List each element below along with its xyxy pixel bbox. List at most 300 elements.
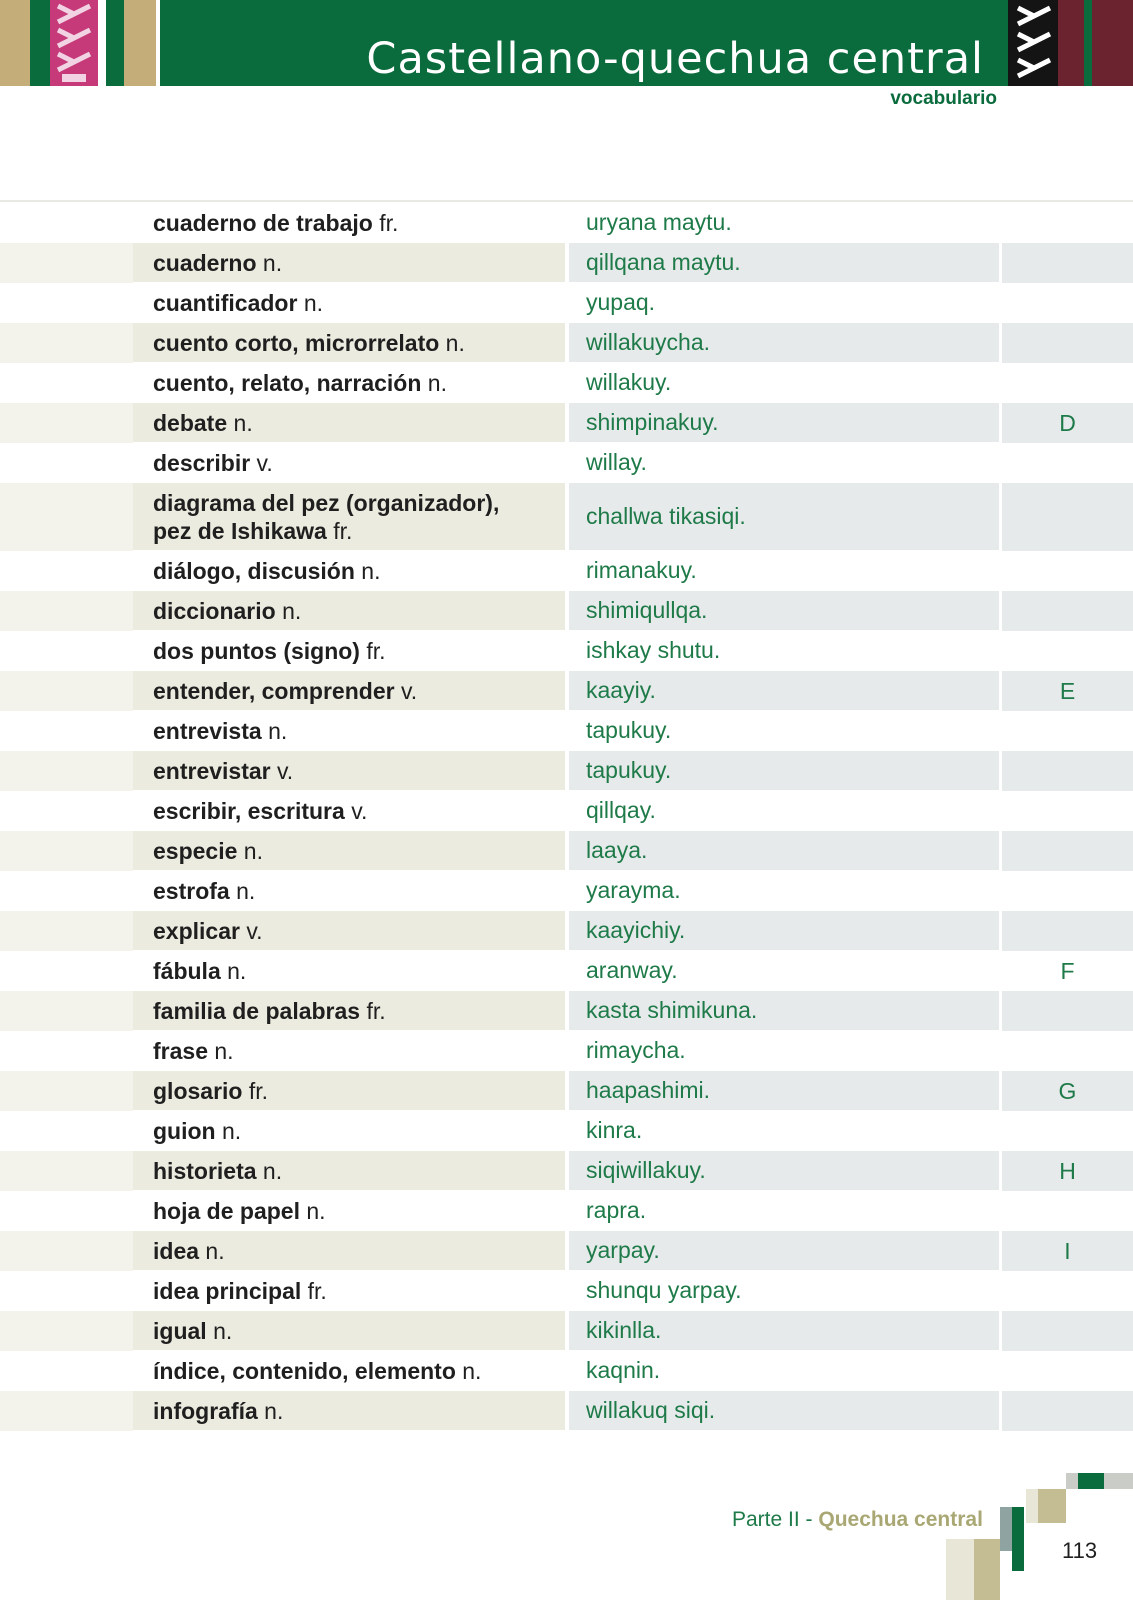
translation-cell — [569, 911, 999, 951]
translation-cell — [569, 203, 999, 243]
translation-cell — [569, 1031, 999, 1071]
spanish-term — [153, 1237, 225, 1265]
term-word: fábula — [153, 957, 221, 984]
row-margin — [0, 1351, 133, 1391]
term-cell — [133, 1231, 565, 1271]
quechua-translation: willakuq siqi. — [586, 1397, 716, 1423]
stripe-tan — [0, 0, 30, 86]
quechua-translation: rimaycha. — [586, 1037, 686, 1063]
row-margin — [0, 591, 133, 631]
term-cell — [133, 1311, 565, 1351]
stripe-green-2 — [106, 0, 124, 86]
term-cell — [133, 711, 565, 751]
quechua-translation: siqiwillakuy. — [586, 1157, 706, 1183]
translation-cell — [569, 1071, 999, 1111]
term-word: hoja de papel — [153, 1197, 300, 1224]
spanish-term — [153, 637, 386, 665]
term-cell — [133, 1391, 565, 1431]
index-letter: F — [1060, 957, 1075, 984]
table-row — [0, 203, 1133, 243]
term-word: cuento, relato, narración — [153, 369, 422, 396]
table-row — [0, 1031, 1133, 1071]
table-row — [0, 1311, 1133, 1351]
quechua-translation: kinra. — [586, 1117, 643, 1143]
table-row — [0, 871, 1133, 911]
row-margin — [0, 991, 133, 1031]
index-letter-cell — [1002, 203, 1133, 243]
part-of-speech: n. — [205, 1237, 225, 1264]
row-margin — [0, 1191, 133, 1231]
row-margin — [0, 1271, 133, 1311]
stripe-green — [30, 0, 50, 86]
translation-cell — [569, 403, 999, 443]
row-margin — [0, 911, 133, 951]
row-margin — [0, 831, 133, 871]
index-letter: G — [1058, 1077, 1077, 1104]
index-letter-cell — [1002, 1391, 1133, 1431]
spanish-term — [153, 369, 447, 397]
footer-square — [1066, 1473, 1078, 1489]
part-of-speech: n. — [268, 717, 288, 744]
table-row — [0, 1151, 1133, 1191]
spanish-term — [153, 1397, 283, 1425]
spanish-term — [153, 1157, 282, 1185]
term-word: entrevista — [153, 717, 262, 744]
index-letter-cell — [1002, 483, 1133, 551]
header-banner — [160, 0, 1008, 86]
table-row — [0, 591, 1133, 631]
footer-square — [1078, 1473, 1104, 1489]
spanish-term — [153, 917, 263, 945]
part-of-speech: n. — [233, 409, 253, 436]
stripe-white — [98, 0, 106, 86]
spanish-term — [153, 717, 287, 745]
spanish-term — [153, 1197, 326, 1225]
index-letter: I — [1064, 1237, 1071, 1264]
index-letter-cell — [1002, 871, 1133, 911]
translation-cell — [569, 1391, 999, 1431]
spanish-term — [153, 289, 323, 317]
term-word: cuento corto, microrrelato — [153, 329, 440, 356]
translation-cell — [569, 591, 999, 631]
term-cell — [133, 991, 565, 1031]
table-row — [0, 1071, 1133, 1111]
term-cell — [133, 1071, 565, 1111]
translation-cell — [569, 1231, 999, 1271]
index-letter-cell — [1002, 363, 1133, 403]
quechua-translation: kasta shimikuna. — [586, 997, 758, 1023]
term-cell — [133, 551, 565, 591]
part-of-speech: v. — [246, 917, 263, 944]
quechua-translation: yarayma. — [586, 877, 681, 903]
translation-cell — [569, 711, 999, 751]
quechua-translation: qillqana maytu. — [586, 249, 741, 275]
quechua-translation: haapashimi. — [586, 1077, 711, 1103]
quechua-translation: yarpay. — [586, 1237, 660, 1263]
index-letter-cell — [1002, 911, 1133, 951]
row-margin — [0, 751, 133, 791]
index-letter-cell — [1002, 991, 1133, 1031]
quechua-translation: yupaq. — [586, 289, 656, 315]
index-letter-cell — [1002, 1191, 1133, 1231]
spanish-term — [153, 1317, 232, 1345]
table-row — [0, 243, 1133, 283]
row-margin — [0, 871, 133, 911]
translation-cell — [569, 283, 999, 323]
translation-cell — [569, 243, 999, 283]
index-letter-cell — [1002, 1111, 1133, 1151]
translation-cell — [569, 751, 999, 791]
translation-cell — [569, 323, 999, 363]
table-row — [0, 911, 1133, 951]
row-margin — [0, 791, 133, 831]
part-of-speech: v. — [277, 757, 294, 784]
quechua-translation: willay. — [586, 449, 647, 475]
quechua-translation: kaayiy. — [586, 677, 656, 703]
term-cell — [133, 591, 565, 631]
term-word: diccionario — [153, 597, 276, 624]
term-word: escribir, escritura — [153, 797, 345, 824]
spanish-term — [153, 449, 273, 477]
spanish-term — [153, 1117, 241, 1145]
part-of-speech: n. — [282, 597, 302, 624]
term-word: índice, contenido, elemento — [153, 1357, 456, 1384]
translation-cell — [569, 671, 999, 711]
term-word: especie — [153, 837, 238, 864]
table-row — [0, 1191, 1133, 1231]
index-letter-cell — [1002, 1031, 1133, 1071]
term-cell — [133, 323, 565, 363]
translation-cell — [569, 831, 999, 871]
footer-part-prefix: Parte II - — [732, 1508, 819, 1531]
table-row — [0, 363, 1133, 403]
quechua-translation: aranway. — [586, 957, 678, 983]
quechua-translation: tapukuy. — [586, 757, 672, 783]
quechua-translation: laaya. — [586, 837, 648, 863]
part-of-speech: fr. — [248, 1077, 269, 1104]
table-row — [0, 1111, 1133, 1151]
spanish-term — [153, 797, 367, 825]
quechua-translation: shimpinakuy. — [586, 409, 719, 435]
table-row — [0, 403, 1133, 443]
row-margin — [0, 443, 133, 483]
term-word: igual — [153, 1317, 207, 1344]
term-cell — [133, 403, 565, 443]
row-margin — [0, 363, 133, 403]
part-of-speech: fr. — [366, 997, 386, 1024]
translation-cell — [569, 1151, 999, 1191]
part-of-speech: n. — [213, 1317, 233, 1344]
spanish-term — [153, 489, 499, 545]
footer-part-label — [732, 1508, 983, 1532]
term-word: familia de palabras — [153, 997, 361, 1024]
translation-cell — [569, 631, 999, 671]
part-of-speech: n. — [262, 1157, 283, 1184]
part-of-speech: fr. — [379, 209, 399, 236]
term-cell — [133, 751, 565, 791]
weave-pattern-icon — [50, 0, 98, 86]
row-margin — [0, 711, 133, 751]
term-cell — [133, 243, 565, 283]
part-of-speech: v. — [256, 449, 273, 476]
term-cell — [133, 831, 565, 871]
index-letter-cell — [1002, 951, 1133, 991]
index-letter-cell — [1002, 443, 1133, 483]
translation-cell — [569, 991, 999, 1031]
table-row — [0, 551, 1133, 591]
row-margin — [0, 1151, 133, 1191]
quechua-translation: uryana maytu. — [586, 209, 732, 235]
part-of-speech: n. — [462, 1357, 482, 1384]
translation-cell — [569, 483, 999, 551]
spanish-term — [153, 877, 255, 905]
quechua-translation: willakuy. — [586, 369, 672, 395]
term-word: cuaderno de trabajo — [153, 209, 373, 236]
term-cell — [133, 483, 565, 551]
index-letter-cell — [1002, 1271, 1133, 1311]
table-row — [0, 711, 1133, 751]
row-margin — [0, 323, 133, 363]
spanish-term — [153, 329, 465, 357]
translation-cell — [569, 1191, 999, 1231]
row-margin — [0, 671, 133, 711]
footer-part-name: Quechua central — [818, 1508, 983, 1531]
index-letter-cell — [1002, 323, 1133, 363]
index-letter-cell — [1002, 1311, 1133, 1351]
row-margin — [0, 551, 133, 591]
index-letter: E — [1059, 677, 1076, 704]
row-margin — [0, 1231, 133, 1271]
spanish-term — [153, 1077, 268, 1105]
term-word: entender, comprender — [153, 677, 395, 704]
index-letter: H — [1059, 1157, 1076, 1184]
index-letter-cell — [1002, 751, 1133, 791]
part-of-speech: n. — [306, 1197, 326, 1224]
term-word: cuaderno — [153, 249, 257, 276]
spanish-term — [153, 209, 398, 237]
term-cell — [133, 1031, 565, 1071]
term-cell — [133, 203, 565, 243]
term-cell — [133, 283, 565, 323]
index-letter-cell — [1002, 551, 1133, 591]
quechua-translation: willakuycha. — [586, 329, 710, 355]
row-margin — [0, 483, 133, 551]
footer-square — [974, 1539, 1000, 1600]
term-word: dos puntos (signo) — [153, 637, 360, 664]
spanish-term — [153, 677, 417, 705]
footer-square — [1012, 1507, 1024, 1571]
translation-cell — [569, 1111, 999, 1151]
footer-square — [946, 1539, 974, 1600]
table-row — [0, 831, 1133, 871]
index-letter-cell — [1002, 671, 1133, 711]
term-word: glosario — [153, 1077, 243, 1104]
index-letter-cell — [1002, 831, 1133, 871]
translation-cell — [569, 363, 999, 403]
term-cell — [133, 671, 565, 711]
spanish-term — [153, 409, 253, 437]
term-word: idea principal — [153, 1277, 302, 1304]
row-margin — [0, 951, 133, 991]
table-row — [0, 483, 1133, 551]
table-row — [0, 951, 1133, 991]
index-letter-cell — [1002, 283, 1133, 323]
index-letter-cell — [1002, 403, 1133, 443]
part-of-speech: n. — [303, 289, 323, 316]
part-of-speech: n. — [262, 249, 283, 276]
row-margin — [0, 1391, 133, 1431]
translation-cell — [569, 1351, 999, 1391]
part-of-speech: n. — [427, 369, 447, 396]
term-cell — [133, 951, 565, 991]
term-word: cuantificador — [153, 289, 298, 316]
translation-cell — [569, 791, 999, 831]
vocabulary-table — [0, 203, 1133, 1431]
term-cell — [133, 871, 565, 911]
table-row — [0, 1231, 1133, 1271]
quechua-translation: shunqu yarpay. — [586, 1277, 742, 1303]
table-row — [0, 323, 1133, 363]
row-margin — [0, 203, 133, 243]
term-word: frase — [153, 1037, 208, 1064]
term-cell — [133, 443, 565, 483]
term-word-line2: pez de Ishikawa — [153, 517, 327, 544]
term-word: entrevistar — [153, 757, 271, 784]
term-word: infografía — [153, 1397, 258, 1424]
stripe-green-3 — [1084, 0, 1092, 86]
part-of-speech: n. — [236, 877, 256, 904]
header-title: Castellano-quechua central — [366, 34, 984, 84]
table-row — [0, 631, 1133, 671]
spanish-term — [153, 557, 380, 585]
quechua-translation: rimanakuy. — [586, 557, 697, 583]
index-letter-cell — [1002, 1151, 1133, 1191]
index-letter-cell — [1002, 711, 1133, 751]
translation-cell — [569, 1311, 999, 1351]
part-of-speech: v. — [400, 677, 418, 704]
footer-square — [1104, 1473, 1133, 1489]
table-row — [0, 991, 1133, 1031]
term-word: diálogo, discusión — [153, 557, 355, 584]
part-of-speech: fr. — [307, 1277, 327, 1304]
translation-cell — [569, 1271, 999, 1311]
part-of-speech: n. — [445, 329, 465, 356]
table-row — [0, 791, 1133, 831]
row-margin — [0, 1111, 133, 1151]
term-cell — [133, 911, 565, 951]
term-cell — [133, 631, 565, 671]
page-number: 113 — [1062, 1538, 1098, 1563]
part-of-speech: n. — [221, 1117, 242, 1144]
translation-cell — [569, 551, 999, 591]
spanish-term — [153, 997, 386, 1025]
translation-cell — [569, 443, 999, 483]
spanish-term — [153, 957, 246, 985]
spanish-term — [153, 1277, 327, 1305]
quechua-translation: shimiqullqa. — [586, 597, 708, 623]
term-word: debate — [153, 409, 228, 436]
quechua-translation: challwa tikasiqi. — [586, 503, 746, 529]
table-top-rule — [0, 200, 1133, 202]
part-of-speech: n. — [243, 837, 263, 864]
translation-cell — [569, 871, 999, 911]
spanish-term — [153, 597, 301, 625]
quechua-translation: qillqay. — [586, 797, 656, 823]
quechua-translation: kikinlla. — [586, 1317, 662, 1343]
row-margin — [0, 283, 133, 323]
index-letter: D — [1059, 409, 1076, 436]
row-margin — [0, 1311, 133, 1351]
spanish-term — [153, 1037, 234, 1065]
stripe-tan-2 — [124, 0, 156, 86]
table-row — [0, 751, 1133, 791]
index-letter-cell — [1002, 591, 1133, 631]
row-margin — [0, 403, 133, 443]
quechua-translation: ishkay shutu. — [586, 637, 721, 663]
table-row — [0, 1391, 1133, 1431]
table-row — [0, 283, 1133, 323]
term-word: describir — [153, 449, 251, 476]
quechua-translation: rapra. — [586, 1197, 647, 1223]
row-margin — [0, 631, 133, 671]
index-letter-cell — [1002, 1351, 1133, 1391]
stripe-maroon — [1058, 0, 1084, 86]
spanish-term — [153, 249, 282, 277]
term-word: estrofa — [153, 877, 230, 904]
term-word: idea — [153, 1237, 200, 1264]
term-cell — [133, 791, 565, 831]
part-of-speech: n. — [264, 1397, 284, 1424]
part-of-speech: fr. — [333, 517, 353, 544]
spanish-term — [153, 1357, 481, 1385]
term-word: explicar — [153, 917, 240, 944]
term-cell — [133, 1191, 565, 1231]
translation-cell — [569, 951, 999, 991]
term-cell — [133, 1271, 565, 1311]
row-margin — [0, 1071, 133, 1111]
quechua-translation: kaayichiy. — [586, 917, 686, 943]
term-word: guion — [153, 1117, 216, 1144]
index-letter-cell — [1002, 791, 1133, 831]
part-of-speech: n. — [214, 1037, 234, 1064]
footer-square — [1026, 1489, 1038, 1523]
footer-square — [1000, 1507, 1012, 1551]
table-row — [0, 1351, 1133, 1391]
index-letter-cell — [1002, 1071, 1133, 1111]
part-of-speech: n. — [227, 957, 247, 984]
stripe-maroon-2 — [1092, 0, 1133, 86]
part-of-speech: n. — [361, 557, 381, 584]
term-word: diagrama del pez (organizador), — [153, 489, 500, 516]
index-letter-cell — [1002, 631, 1133, 671]
part-of-speech: fr. — [366, 637, 386, 664]
weave-pattern-dark-icon — [1008, 0, 1058, 86]
term-cell — [133, 1111, 565, 1151]
header-subtitle: vocabulario — [890, 88, 997, 109]
row-margin — [0, 243, 133, 283]
term-cell — [133, 363, 565, 403]
spanish-term — [153, 837, 263, 865]
quechua-translation: tapukuy. — [586, 717, 672, 743]
term-cell — [133, 1151, 565, 1191]
table-row — [0, 443, 1133, 483]
table-row — [0, 671, 1133, 711]
part-of-speech: v. — [351, 797, 368, 824]
quechua-translation: kaqnin. — [586, 1357, 661, 1383]
row-margin — [0, 1031, 133, 1071]
term-word: historieta — [153, 1157, 257, 1184]
index-letter-cell — [1002, 243, 1133, 283]
